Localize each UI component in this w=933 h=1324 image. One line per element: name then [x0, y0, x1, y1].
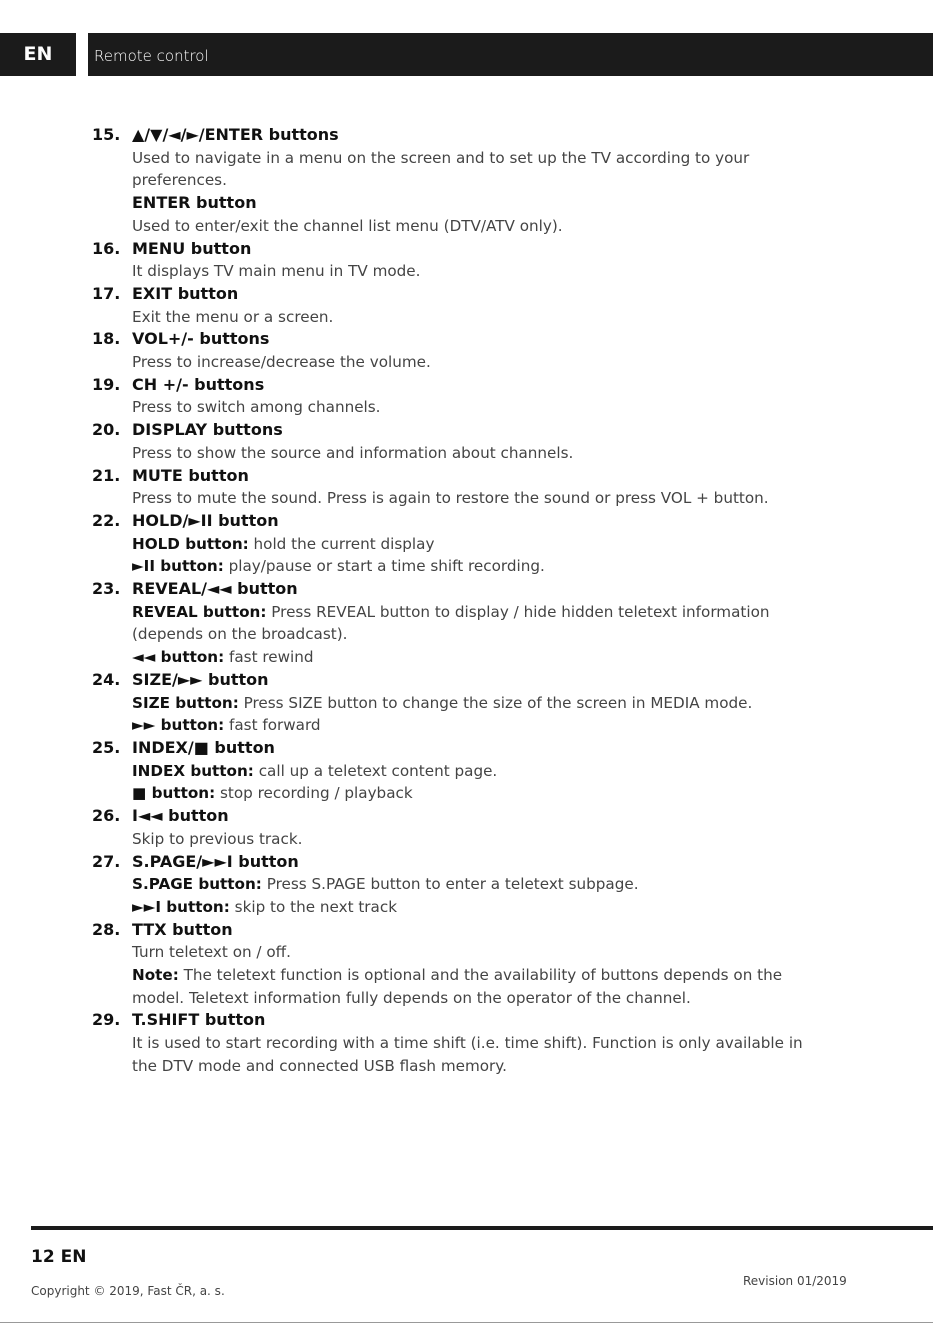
- list-item: [92, 283, 832, 328]
- list-item: [92, 465, 832, 510]
- footer-rule: [31, 1226, 933, 1230]
- item-title: ▲/▼/◄/►/ENTER buttons: [132, 125, 339, 144]
- detail-label: ■ button:: [132, 784, 216, 803]
- item-number: 21.: [92, 465, 121, 485]
- item-number: 23.: [92, 579, 121, 599]
- detail-label: ◄◄ button:: [132, 648, 225, 667]
- list-item: [92, 851, 832, 919]
- detail-text: hold the current display: [253, 534, 435, 553]
- item-title: REVEAL/◄◄ button: [132, 579, 298, 599]
- item-title: SIZE/►► button: [132, 669, 269, 689]
- item-title: CH +/- buttons: [132, 374, 265, 394]
- item-detail-line: [132, 782, 832, 805]
- list-item: [92, 374, 832, 419]
- detail-label: SIZE button:: [132, 693, 239, 712]
- detail-text: Press REVEAL button to display / hide hidden teletext information: [271, 602, 770, 621]
- detail-text: call up a teletext content page.: [258, 761, 498, 780]
- item-description: Press to increase/decrease the volume.: [132, 353, 431, 372]
- item-description: preferences.: [132, 171, 227, 190]
- item-detail-line: [132, 533, 832, 556]
- item-description: the DTV mode and connected USB flash memory.: [132, 1056, 507, 1075]
- item-title: HOLD/►II button: [132, 510, 279, 530]
- item-subtitle: ENTER button: [132, 193, 257, 213]
- item-description: Exit the menu or a screen.: [132, 307, 334, 326]
- item-detail-line: [132, 760, 832, 783]
- item-detail-line: [132, 987, 832, 1010]
- item-title: S.PAGE/►►I button: [132, 851, 299, 871]
- item-number: 15.: [92, 125, 121, 144]
- item-description: Used to navigate in a menu on the screen and to set up the TV according to your: [132, 148, 750, 167]
- item-title: INDEX/■ button: [132, 737, 275, 757]
- item-title: VOL+/- buttons: [132, 329, 270, 349]
- item-description: Used to enter/exit the channel list menu (DTV/ATV only).: [132, 216, 563, 235]
- bottom-rule: [0, 1322, 933, 1323]
- list-item: [92, 419, 832, 464]
- list-item: [92, 1009, 832, 1077]
- page-number: 12 EN: [31, 1247, 87, 1267]
- item-description: Press to show the source and information about channels.: [132, 443, 574, 462]
- list-item: [92, 669, 832, 737]
- detail-label: S.PAGE button:: [132, 875, 262, 894]
- item-title: I◄◄ button: [132, 806, 229, 826]
- detail-text: (depends on the broadcast).: [132, 625, 348, 644]
- item-number: 27.: [92, 851, 121, 871]
- list-item: [92, 919, 832, 1010]
- list-item: [92, 124, 832, 238]
- item-detail-line: [132, 964, 832, 987]
- item-description: Press to mute the sound. Press is again to restore the sound or press VOL + button.: [132, 489, 769, 508]
- item-detail-line: [132, 646, 832, 669]
- item-number: 17.: [92, 283, 121, 303]
- item-description: Press to switch among channels.: [132, 398, 381, 417]
- item-title: MENU button: [132, 238, 252, 258]
- revision: Revision 01/2019: [743, 1274, 847, 1288]
- item-number: 16.: [92, 238, 121, 258]
- button-list: [92, 124, 832, 1078]
- item-title: EXIT button: [132, 283, 239, 303]
- item-title: T.SHIFT button: [132, 1010, 266, 1030]
- detail-label: ►►I button:: [132, 897, 230, 916]
- detail-text: Press S.PAGE button to enter a teletext subpage.: [266, 875, 639, 894]
- detail-text: fast forward: [229, 716, 321, 735]
- list-item: [92, 737, 832, 805]
- item-detail-line: [132, 714, 832, 737]
- list-item: [92, 328, 832, 373]
- item-number: 22.: [92, 510, 121, 530]
- item-title: TTX button: [132, 919, 233, 939]
- list-item: [92, 578, 832, 669]
- detail-text: model. Teletext information fully depends on the operator of the channel.: [132, 988, 691, 1007]
- item-number: 28.: [92, 919, 121, 939]
- item-number: 25.: [92, 737, 121, 757]
- detail-label: REVEAL button:: [132, 602, 267, 621]
- detail-text: The teletext function is optional and the availability of buttons depends on the: [183, 966, 783, 985]
- detail-label: ►► button:: [132, 716, 225, 735]
- list-item: [92, 805, 832, 850]
- detail-text: skip to the next track: [234, 897, 398, 916]
- item-number: 29.: [92, 1010, 121, 1030]
- item-number: 18.: [92, 329, 121, 349]
- item-description: It is used to start recording with a time shift (i.e. time shift). Function is only available in: [132, 1034, 803, 1053]
- detail-text: play/pause or start a time shift recording.: [228, 557, 545, 576]
- item-detail-line: [132, 555, 832, 578]
- item-detail-line: [132, 623, 832, 646]
- language-badge: EN: [0, 33, 76, 76]
- detail-text: fast rewind: [229, 648, 314, 667]
- item-detail-line: [132, 692, 832, 715]
- item-description: Turn teletext on / off.: [132, 943, 291, 962]
- item-title: MUTE button: [132, 465, 249, 485]
- item-description: It displays TV main menu in TV mode.: [132, 262, 421, 281]
- item-detail-line: [132, 896, 832, 919]
- item-number: 24.: [92, 669, 121, 689]
- item-number: 26.: [92, 806, 121, 826]
- item-title: DISPLAY buttons: [132, 420, 283, 440]
- list-item: [92, 510, 832, 578]
- detail-label: INDEX button:: [132, 761, 254, 780]
- item-description: Skip to previous track.: [132, 829, 303, 848]
- copyright: Copyright © 2019, Fast ČR, a. s.: [31, 1284, 225, 1298]
- item-detail-line: [132, 873, 832, 896]
- detail-text: stop recording / playback: [220, 784, 413, 803]
- item-number: 19.: [92, 374, 121, 394]
- item-number: 20.: [92, 420, 121, 440]
- detail-label: Note:: [132, 966, 179, 985]
- list-item: [92, 238, 832, 283]
- section-title: Remote control: [94, 47, 209, 65]
- item-detail-line: [132, 601, 832, 624]
- header-separator: [76, 33, 88, 76]
- detail-label: ►II button:: [132, 557, 224, 576]
- detail-text: Press SIZE button to change the size of the screen in MEDIA mode.: [243, 693, 753, 712]
- detail-label: HOLD button:: [132, 534, 249, 553]
